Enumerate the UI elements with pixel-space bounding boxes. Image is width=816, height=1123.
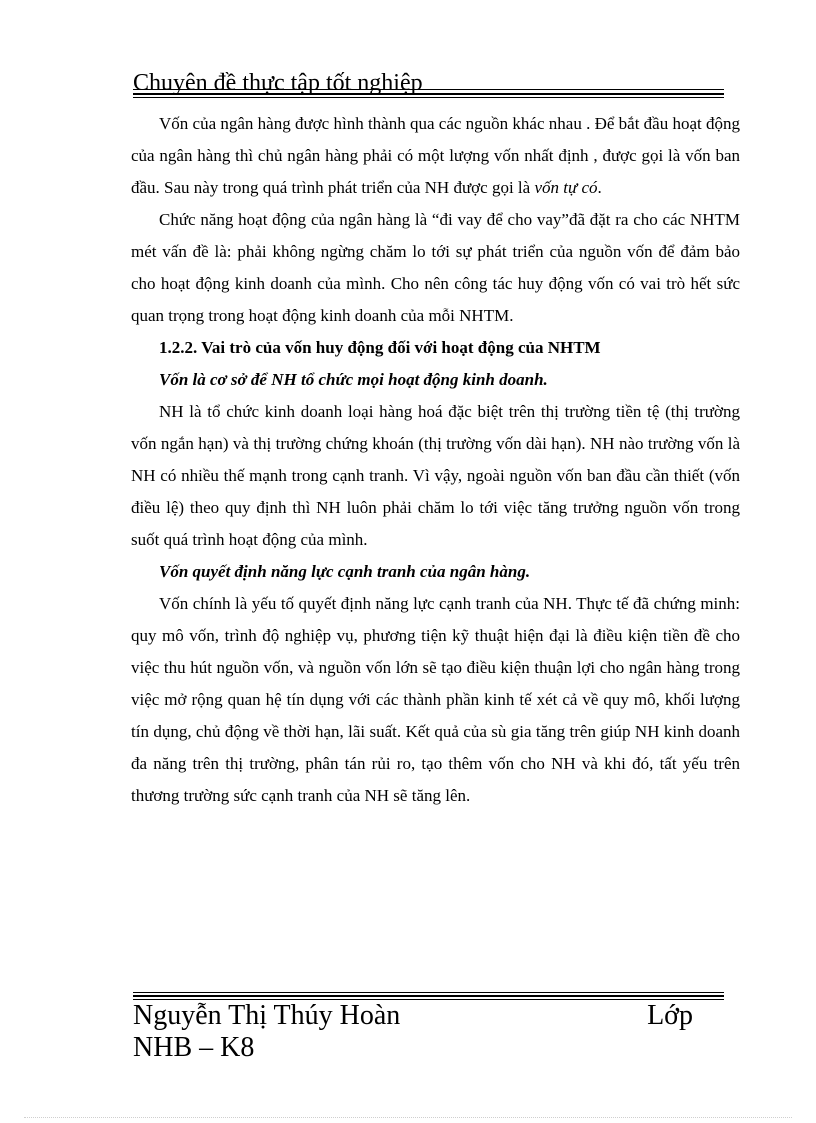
footer-author: Nguyễn Thị Thúy Hoàn <box>133 1000 401 1031</box>
page-edge-divider <box>24 1117 792 1118</box>
footer-class-label: Lớp <box>647 1000 693 1031</box>
header-rule <box>133 93 724 95</box>
footer-line <box>133 1000 693 1032</box>
footer-rule <box>133 992 724 993</box>
header-rule <box>133 97 724 98</box>
paragraph-1-end: . <box>597 178 602 197</box>
document-body <box>131 108 740 812</box>
paragraph-1 <box>131 108 740 204</box>
subheading-2: Vốn quyết định năng lực cạnh tranh của ngân hàng. <box>159 562 531 581</box>
footer-rule <box>133 995 724 997</box>
footer-class-value: NHB – K8 <box>133 1032 255 1063</box>
paragraph-2: Chức năng hoạt động của ngân hàng là “đi vay để cho vay”đã đặt ra cho các NHTM mét vấn đề là: phải không ngừng chăm lo tới sự phát triển của nguồn vốn để đảm bảo cho hoạt động kinh doanh của mình. Cho nên công tác huy động vốn có vai trò hết sức quan trọng trong hoạt động kinh doanh của mỗi NHTM. <box>131 210 740 325</box>
paragraph-3: NH là tổ chức kinh doanh loại hàng hoá đặc biệt trên thị trường tiền tệ (thị trường vốn ngắn hạn) và thị trường chứng khoán (thị trường vốn dài hạn). NH nào trường vốn là NH có nhiều thế mạnh trong cạnh tranh. Vì vậy, ngoài nguồn vốn ban đầu cần thiết (vốn điều lệ) theo quy định thì NH luôn phải chăm lo tới việc tăng trưởng nguồn vốn trong suốt quá trình hoạt động của mình. <box>131 402 740 549</box>
section-heading: 1.2.2. Vai trò của vốn huy động đối với hoạt động của NHTM <box>159 338 601 357</box>
paragraph-1-text: Vốn của ngân hàng được hình thành qua các nguồn khác nhau . Để bắt đầu hoạt động của ngân hàng thì chủ ngân hàng phải có một lượng vốn nhất định , được gọi là vốn ban đầu. Sau này trong quá trình phát triển của NH được gọi là <box>131 114 740 197</box>
page-footer <box>133 1000 693 1064</box>
page-header-title: Chuyên đề thực tập tốt nghiệp <box>133 70 423 96</box>
paragraph-1-italic-term: vốn tự có <box>534 178 598 197</box>
header-rule <box>133 89 724 90</box>
paragraph-4: Vốn chính là yếu tố quyết định năng lực cạnh tranh của NH. Thực tế đã chứng minh: quy mô vốn, trình độ nghiệp vụ, phương tiện kỹ thuật hiện đại là điều kiện tiền đề cho việc thu hút nguồn vốn, và nguồn vốn lớn sẽ tạo điều kiện thuận lợi cho ngân hàng trong việc mở rộng quan hệ tín dụng với các thành phần kinh tế xét cả về quy mô, khối lượng tín dụng, chủ động về thời hạn, lãi suất. Kết quả của sù gia tăng trên giúp NH kinh doanh đa năng trên thị trường, phân tán rủi ro, tạo thêm vốn cho NH và khi đó, tất yếu trên thương trường sức cạnh tranh của NH sẽ tăng lên. <box>131 594 740 805</box>
subheading-1: Vốn là cơ sở để NH tổ chức mọi hoạt động kinh doanh. <box>159 370 548 389</box>
